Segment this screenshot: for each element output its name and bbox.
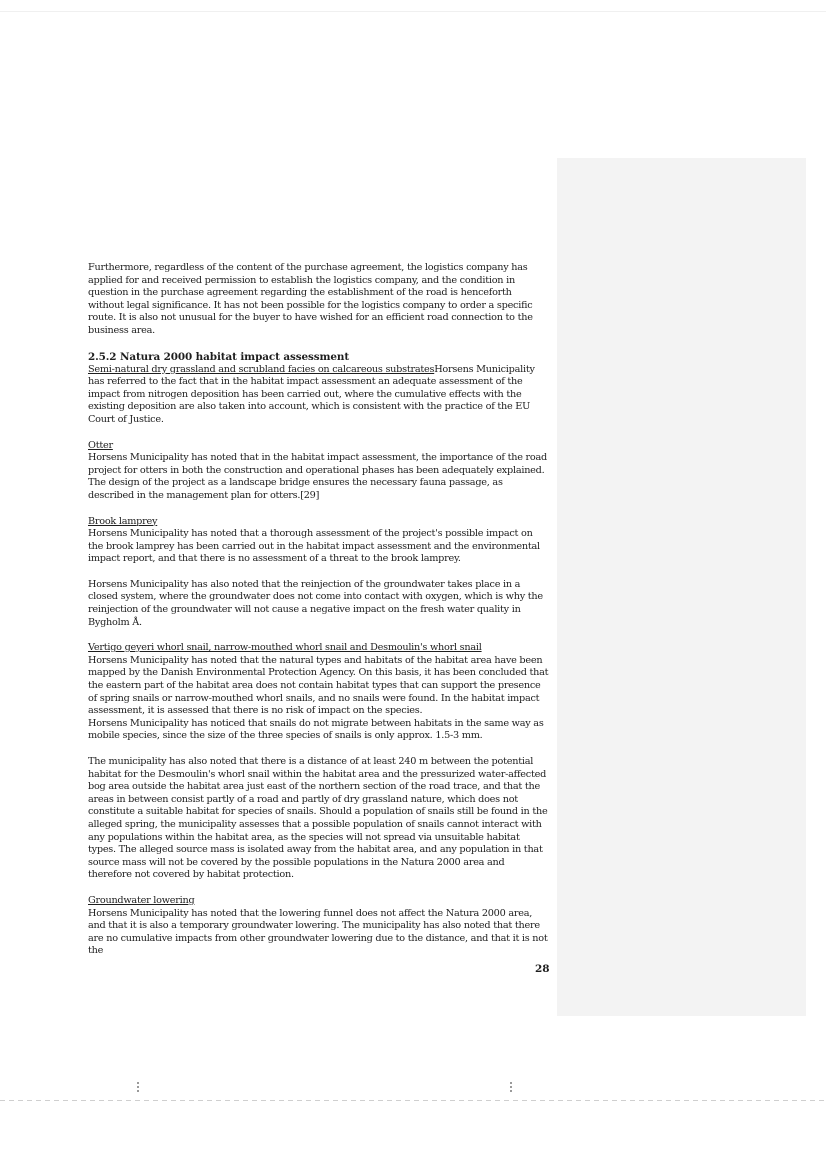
scan-speck-left <box>137 1082 139 1092</box>
snails-text: Horsens Municipality has noted that the natural types and habitats of the habitat area have been mapped by the Danish Environmental Protection Agency. On this basis, it has been concluded that the eastern part of the habitat area does not contain habitat types that can support the presence of spring snails or narrow-mouthed whorl snails, and no snails were found. In the habitat impact assessment, it is assessed that there is no risk of impact on the species. <box>88 654 549 717</box>
section-heading: 2.5.2 Natura 2000 habitat impact assessment <box>88 350 350 363</box>
groundwater-paragraph <box>88 895 550 958</box>
scan-shadow-strip <box>557 158 806 1016</box>
dry-grassland-heading: Semi-natural dry grassland and scrubland facies on calcareous substrates <box>88 363 435 375</box>
scan-speck-right <box>510 1082 512 1092</box>
otter-text: Horsens Municipality has noted that in the habitat impact assessment, the importance of the road project for otters in both the construction and operational phases has been adequately explained. The design of the project as a landscape bridge ensures the necessary fauna passage, as described in the management plan for otters.[29] <box>88 452 547 501</box>
page-number: 28 <box>535 963 550 975</box>
groundwater-heading: Groundwater lowering <box>88 894 195 906</box>
dry-grassland-paragraph <box>88 364 550 427</box>
snails-text-2: Horsens Municipality has noticed that snails do not migrate between habitats in the same way as mobile species, since the size of the three species of snails is only approx. 1.5-3 mm. <box>88 717 544 742</box>
lamprey-text: Horsens Municipality has noted that a thorough assessment of the project's possible impact on the brook lamprey has been carried out in the habitat impact assessment and the environmental impact report, and that there is no assessment of a threat to the brook lamprey. <box>88 528 540 565</box>
lamprey-paragraph <box>88 516 550 566</box>
otter-paragraph <box>88 440 550 503</box>
scan-top-edge <box>0 11 826 12</box>
snails-heading: Vertigo geyeri whorl snail, narrow-mouthed whorl snail and Desmoulin's whorl snail <box>88 642 482 654</box>
document-body <box>88 262 550 971</box>
scan-bottom-edge <box>0 1100 826 1101</box>
groundwater-text: Horsens Municipality has noted that the lowering funnel does not affect the Natura 2000 area, and that it is also a temporary groundwater lowering. The municipality has also noted that there are no cumulative impacts from other groundwater lowering due to the distance, and that it is not the <box>88 907 548 957</box>
snails-distance-paragraph: The municipality has also noted that there is a distance of at least 240 m between the potential habitat for the Desmoulin's whorl snail within the habitat area and the pressurized water-affected bog area outside the habitat area just east of the northern section of the road trace, and that the areas in between consist partly of a road and partly of dry grassland nature, which does not constitute a suitable habitat for species of snails. Should a population of snails still be found in the alleged spring, the municipality assesses that a possible population of snails cannot interact with any populations within the habitat area, as the species will not spread via unsuitable habitat types. The alleged source mass is isolated away from the habitat area, and any population in that source mass will not be covered by the possible populations in the Natura 2000 area and therefore not covered by habitat protection. <box>88 756 548 881</box>
lamprey-heading: Brook lamprey <box>88 515 158 527</box>
dry-grassland-text: Horsens Municipality has referred to the fact that in the habitat impact assessment an adequate assessment of the impact from nitrogen deposition has been carried out, where the cumulative effects with the existing deposition are also taken into account, which is consistent with the practice of the EU Court of Justice. <box>88 363 535 425</box>
intro-paragraph: Furthermore, regardless of the content of the purchase agreement, the logistics company has applied for and received permission to establish the logistics company, and the condition in question in the purchase agreement regarding the establishment of the road is henceforth without legal significance. It has not been possible for the logistics company to order a specific route. It is also not unusual for the buyer to have wished for an efficient road connection to the business area. <box>88 262 533 336</box>
reinjection-paragraph: Horsens Municipality has also noted that the reinjection of the groundwater takes place in a closed system, where the groundwater does not come into contact with oxygen, which is why the reinjection of the groundwater will not cause a negative impact on the fresh water quality in Bygholm Å. <box>88 578 543 628</box>
snails-paragraph <box>88 642 550 743</box>
otter-heading: Otter <box>88 439 113 451</box>
